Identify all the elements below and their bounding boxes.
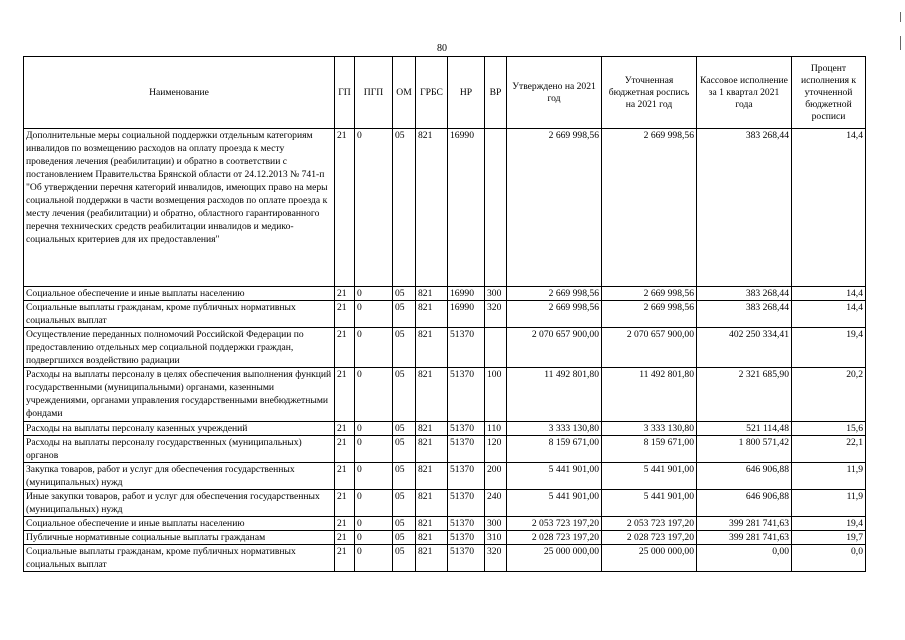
row-gp: 21 bbox=[335, 436, 355, 463]
header-refined: Уточненная бюджетная роспись на 2021 год bbox=[602, 57, 697, 129]
table-row bbox=[24, 287, 866, 301]
row-name: Социальное обеспечение и иные выплаты населению bbox=[24, 517, 335, 531]
row-vr: 310 bbox=[485, 531, 507, 545]
row-approved: 8 159 671,00 bbox=[507, 436, 602, 463]
page-number: 80 bbox=[437, 43, 447, 54]
row-name: Публичные нормативные социальные выплаты гражданам bbox=[24, 531, 335, 545]
row-gp: 21 bbox=[335, 531, 355, 545]
budget-execution-table bbox=[23, 56, 866, 572]
row-gp: 21 bbox=[335, 301, 355, 328]
table-row bbox=[24, 517, 866, 531]
row-grbs: 821 bbox=[416, 368, 448, 422]
row-vr: 320 bbox=[485, 301, 507, 328]
row-vr: 100 bbox=[485, 368, 507, 422]
row-ppgp: 0 bbox=[355, 490, 393, 517]
row-name: Закупка товаров, работ и услуг для обеспечения государственных (муниципальных) нужд bbox=[24, 463, 335, 490]
header-approved: Утверждено на 2021 год bbox=[507, 57, 602, 129]
header-percent: Процент исполнения к уточненной бюджетной росписи bbox=[792, 57, 866, 129]
row-ppgp: 0 bbox=[355, 328, 393, 368]
row-name: Социальное обеспечение и иные выплаты населению bbox=[24, 287, 335, 301]
row-percent: 0,0 bbox=[792, 545, 866, 572]
row-nr: 51370 bbox=[448, 463, 485, 490]
row-nr: 51370 bbox=[448, 531, 485, 545]
row-percent: 15,6 bbox=[792, 422, 866, 436]
row-nr: 51370 bbox=[448, 436, 485, 463]
row-percent: 11,9 bbox=[792, 490, 866, 517]
row-nr: 51370 bbox=[448, 490, 485, 517]
row-om: 05 bbox=[393, 545, 416, 572]
row-grbs: 821 bbox=[416, 129, 448, 287]
row-cash: 646 906,88 bbox=[697, 490, 792, 517]
row-ppgp: 0 bbox=[355, 545, 393, 572]
header-grbs: ГРБС bbox=[416, 57, 448, 129]
row-gp: 21 bbox=[335, 545, 355, 572]
table-row bbox=[24, 368, 866, 422]
row-gp: 21 bbox=[335, 287, 355, 301]
row-vr: 320 bbox=[485, 545, 507, 572]
row-percent: 20,2 bbox=[792, 368, 866, 422]
row-grbs: 821 bbox=[416, 301, 448, 328]
row-grbs: 821 bbox=[416, 287, 448, 301]
row-ppgp: 0 bbox=[355, 531, 393, 545]
row-refined: 2 028 723 197,20 bbox=[602, 531, 697, 545]
row-grbs: 821 bbox=[416, 545, 448, 572]
row-percent: 14,4 bbox=[792, 301, 866, 328]
row-cash: 402 250 334,41 bbox=[697, 328, 792, 368]
table-row bbox=[24, 436, 866, 463]
row-gp: 21 bbox=[335, 129, 355, 287]
row-percent: 19,4 bbox=[792, 517, 866, 531]
row-om: 05 bbox=[393, 287, 416, 301]
row-nr: 16990 bbox=[448, 301, 485, 328]
row-vr: 110 bbox=[485, 422, 507, 436]
row-ppgp: 0 bbox=[355, 301, 393, 328]
row-nr: 16990 bbox=[448, 129, 485, 287]
header-vr: ВР bbox=[485, 57, 507, 129]
row-om: 05 bbox=[393, 463, 416, 490]
row-ppgp: 0 bbox=[355, 368, 393, 422]
row-cash: 521 114,48 bbox=[697, 422, 792, 436]
row-refined: 2 070 657 900,00 bbox=[602, 328, 697, 368]
row-approved: 5 441 901,00 bbox=[507, 490, 602, 517]
row-refined: 2 053 723 197,20 bbox=[602, 517, 697, 531]
row-refined: 5 441 901,00 bbox=[602, 490, 697, 517]
row-cash: 399 281 741,63 bbox=[697, 531, 792, 545]
header-gp: ГП bbox=[335, 57, 355, 129]
row-approved: 3 333 130,80 bbox=[507, 422, 602, 436]
row-grbs: 821 bbox=[416, 422, 448, 436]
row-approved: 2 669 998,56 bbox=[507, 129, 602, 287]
row-om: 05 bbox=[393, 436, 416, 463]
row-vr bbox=[485, 328, 507, 368]
table-body bbox=[24, 129, 866, 572]
header-nr: НР bbox=[448, 57, 485, 129]
row-refined: 3 333 130,80 bbox=[602, 422, 697, 436]
row-ppgp: 0 bbox=[355, 287, 393, 301]
row-om: 05 bbox=[393, 328, 416, 368]
row-grbs: 821 bbox=[416, 531, 448, 545]
row-gp: 21 bbox=[335, 490, 355, 517]
row-refined: 2 669 998,56 bbox=[602, 287, 697, 301]
table-row bbox=[24, 545, 866, 572]
table-row bbox=[24, 422, 866, 436]
table-row bbox=[24, 490, 866, 517]
row-om: 05 bbox=[393, 368, 416, 422]
row-om: 05 bbox=[393, 517, 416, 531]
row-name: Социальные выплаты гражданам, кроме публичных нормативных социальных выплат bbox=[24, 545, 335, 572]
header-cash: Кассовое исполнение за 1 квартал 2021 года bbox=[697, 57, 792, 129]
header-om: ОМ bbox=[393, 57, 416, 129]
row-cash: 383 268,44 bbox=[697, 129, 792, 287]
row-vr bbox=[485, 129, 507, 287]
row-vr: 200 bbox=[485, 463, 507, 490]
table-header-row bbox=[24, 57, 866, 129]
row-gp: 21 bbox=[335, 368, 355, 422]
row-approved: 25 000 000,00 bbox=[507, 545, 602, 572]
row-approved: 11 492 801,80 bbox=[507, 368, 602, 422]
row-name: Социальные выплаты гражданам, кроме публичных нормативных социальных выплат bbox=[24, 301, 335, 328]
row-om: 05 bbox=[393, 490, 416, 517]
table-row bbox=[24, 531, 866, 545]
row-percent: 14,4 bbox=[792, 287, 866, 301]
header-name: Наименование bbox=[24, 57, 335, 129]
row-percent: 22,1 bbox=[792, 436, 866, 463]
row-grbs: 821 bbox=[416, 463, 448, 490]
row-cash: 646 906,88 bbox=[697, 463, 792, 490]
row-refined: 8 159 671,00 bbox=[602, 436, 697, 463]
row-gp: 21 bbox=[335, 422, 355, 436]
row-approved: 2 669 998,56 bbox=[507, 301, 602, 328]
row-vr: 120 bbox=[485, 436, 507, 463]
table-row bbox=[24, 328, 866, 368]
row-cash: 383 268,44 bbox=[697, 301, 792, 328]
row-cash: 0,00 bbox=[697, 545, 792, 572]
row-vr: 240 bbox=[485, 490, 507, 517]
row-om: 05 bbox=[393, 422, 416, 436]
header-ppgp: ПГП bbox=[355, 57, 393, 129]
row-refined: 5 441 901,00 bbox=[602, 463, 697, 490]
row-nr: 51370 bbox=[448, 545, 485, 572]
row-name: Расходы на выплаты персоналу государственных (муниципальных) органов bbox=[24, 436, 335, 463]
row-cash: 383 268,44 bbox=[697, 287, 792, 301]
row-cash: 399 281 741,63 bbox=[697, 517, 792, 531]
row-ppgp: 0 bbox=[355, 463, 393, 490]
row-refined: 11 492 801,80 bbox=[602, 368, 697, 422]
row-approved: 2 053 723 197,20 bbox=[507, 517, 602, 531]
row-grbs: 821 bbox=[416, 436, 448, 463]
edge-mark-lower bbox=[900, 36, 901, 50]
row-percent: 14,4 bbox=[792, 129, 866, 287]
row-ppgp: 0 bbox=[355, 422, 393, 436]
table-row bbox=[24, 301, 866, 328]
row-percent: 19,4 bbox=[792, 328, 866, 368]
row-approved: 2 070 657 900,00 bbox=[507, 328, 602, 368]
row-approved: 2 669 998,56 bbox=[507, 287, 602, 301]
row-ppgp: 0 bbox=[355, 129, 393, 287]
row-percent: 11,9 bbox=[792, 463, 866, 490]
row-cash: 1 800 571,42 bbox=[697, 436, 792, 463]
row-approved: 5 441 901,00 bbox=[507, 463, 602, 490]
table-row bbox=[24, 129, 866, 287]
row-name: Расходы на выплаты персоналу в целях обеспечения выполнения функций государственными (муниципальными) органами, казенными учреждениями, органами управления государственными внебюджетными фондами bbox=[24, 368, 335, 422]
row-name: Расходы на выплаты персоналу казенных учреждений bbox=[24, 422, 335, 436]
edge-mark-top bbox=[900, 12, 901, 22]
row-name: Дополнительные меры социальной поддержки отдельным категориям инвалидов по возмещению расходов на оплату проезда к месту проведения лечения (реабилитации) и обратно в соответствии с постановлением Правительства Брянской области от 24.12.2013 № 741-п "Об утверждении перечня категорий инвалидов, имеющих право на меры социальной поддержки в части возмещения расходов по оплате проезда к месту лечения (реабилитации) и обратно, областного гарантированного перечня технических средств реабилитации инвалидов и медико-социальных критериев для их предоставления" bbox=[24, 129, 335, 287]
row-vr: 300 bbox=[485, 287, 507, 301]
row-percent: 19,7 bbox=[792, 531, 866, 545]
row-approved: 2 028 723 197,20 bbox=[507, 531, 602, 545]
row-grbs: 821 bbox=[416, 490, 448, 517]
row-nr: 16990 bbox=[448, 287, 485, 301]
row-refined: 2 669 998,56 bbox=[602, 129, 697, 287]
row-nr: 51370 bbox=[448, 328, 485, 368]
table-row bbox=[24, 463, 866, 490]
row-gp: 21 bbox=[335, 328, 355, 368]
row-om: 05 bbox=[393, 531, 416, 545]
row-refined: 2 669 998,56 bbox=[602, 301, 697, 328]
row-cash: 2 321 685,90 bbox=[697, 368, 792, 422]
row-om: 05 bbox=[393, 129, 416, 287]
row-om: 05 bbox=[393, 301, 416, 328]
row-grbs: 821 bbox=[416, 328, 448, 368]
row-name: Иные закупки товаров, работ и услуг для обеспечения государственных (муниципальных) нужд bbox=[24, 490, 335, 517]
row-name: Осуществление переданных полномочий Российской Федерации по предоставлению отдельных мер социальной поддержки граждан, подвергшихся воздействию радиации bbox=[24, 328, 335, 368]
row-refined: 25 000 000,00 bbox=[602, 545, 697, 572]
row-ppgp: 0 bbox=[355, 436, 393, 463]
row-ppgp: 0 bbox=[355, 517, 393, 531]
row-nr: 51370 bbox=[448, 368, 485, 422]
row-gp: 21 bbox=[335, 463, 355, 490]
row-nr: 51370 bbox=[448, 422, 485, 436]
row-nr: 51370 bbox=[448, 517, 485, 531]
row-gp: 21 bbox=[335, 517, 355, 531]
row-vr: 300 bbox=[485, 517, 507, 531]
row-grbs: 821 bbox=[416, 517, 448, 531]
